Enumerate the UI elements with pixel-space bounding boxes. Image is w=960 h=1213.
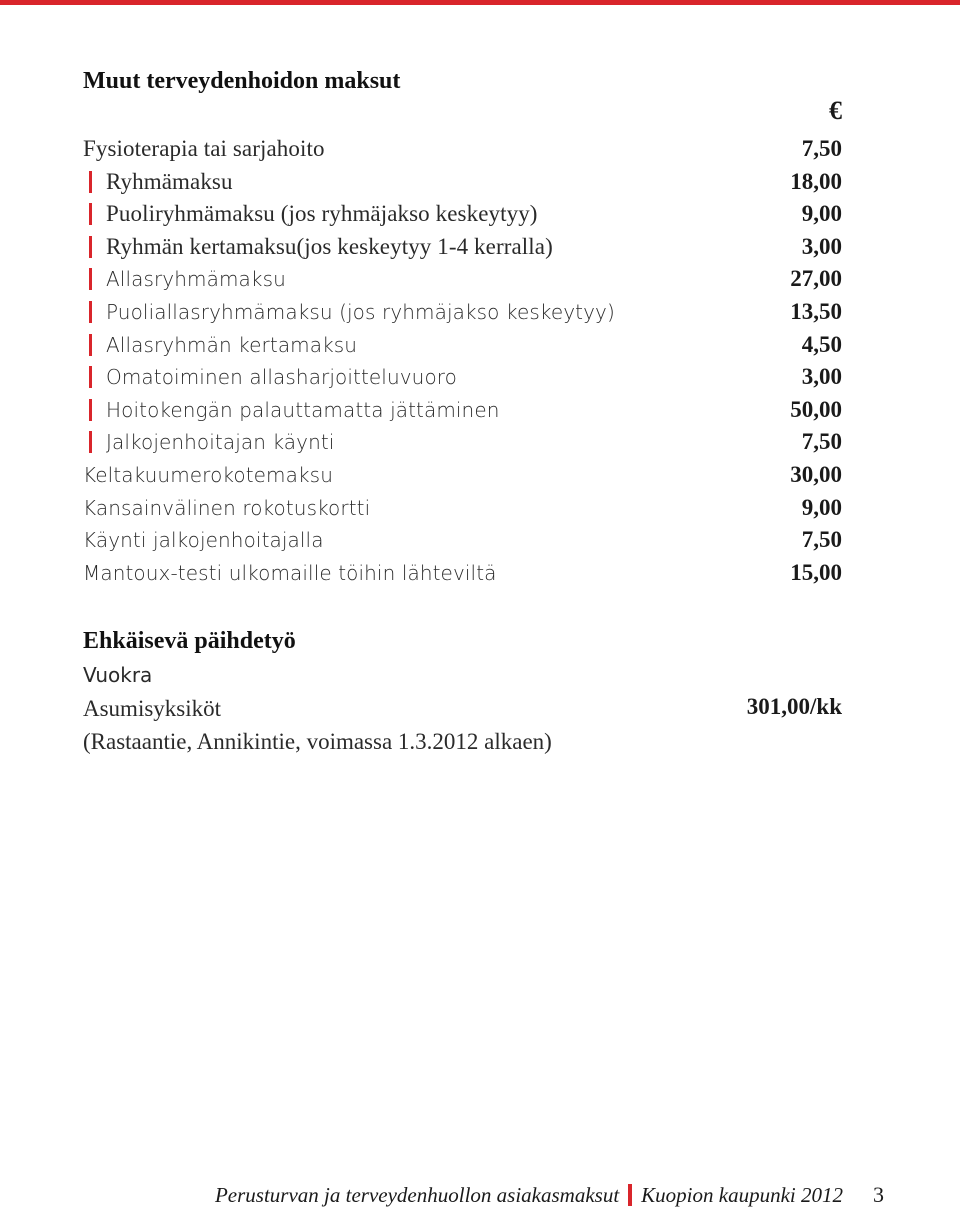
fee-label-text: Käynti jalkojenhoitajalla (83, 528, 324, 553)
fee-label-text: Keltakuumerokotemaksu (83, 463, 333, 487)
fee-label-text: Hoitokengän palauttamatta jättäminen (106, 397, 500, 422)
fee-label (83, 201, 538, 227)
section-title-other-fees: Muut terveydenhoidon maksut (83, 68, 401, 94)
fee-label (83, 267, 286, 291)
sub-item-marker (89, 268, 92, 290)
fee-label (83, 333, 357, 357)
fee-value: 15,00 (790, 559, 842, 585)
footer-divider (628, 1184, 632, 1206)
fee-value: 3,00 (801, 233, 842, 259)
fee-label (83, 430, 334, 454)
fee-value: 7,50 (801, 136, 842, 161)
fee-value: 27,00 (790, 266, 842, 292)
fee-value: 13,50 (790, 299, 842, 324)
fee-value: 3,00 (801, 364, 842, 390)
sub-item-marker (89, 203, 92, 225)
sub-item-marker (89, 366, 92, 388)
fee-label (83, 300, 615, 324)
fee-label-text: Mantoux-testi ulkomaille töihin lähteviltä (83, 560, 497, 585)
sub-item-marker (89, 171, 92, 193)
fee-label (83, 234, 553, 260)
sub-item-marker (89, 236, 92, 258)
footer-publication: Perusturvan ja terveydenhuollon asiakasmaksut (214, 1182, 620, 1207)
fee-label (83, 398, 500, 422)
housing-units-detail: (Rastaantie, Annikintie, voimassa 1.3.2012 alkaen) (83, 729, 552, 754)
section-title-prevention: Ehkäisevä päihdetyö (83, 628, 296, 654)
fee-row (83, 166, 842, 198)
fee-label (83, 136, 325, 162)
fee-row (83, 263, 842, 295)
fee-value: 7,50 (801, 527, 842, 553)
fee-label-text: Puoliallasryhmämaksu (jos ryhmäjakso keskeytyy) (106, 300, 615, 324)
sub-item-marker (89, 301, 92, 323)
fee-label-text: Puoliryhmämaksu (jos ryhmäjakso keskeytyy) (106, 201, 538, 227)
fee-label (83, 496, 370, 520)
footer-city: Kuopion kaupunki 2012 (641, 1182, 843, 1207)
currency-symbol: € (829, 96, 842, 125)
fee-label-text: Omatoiminen allasharjoitteluvuoro (106, 365, 458, 390)
fee-row (83, 524, 842, 556)
rent-label: Vuokra (83, 663, 153, 687)
fee-label-text: Fysioterapia tai sarjahoito (83, 136, 325, 161)
fee-row (83, 394, 842, 426)
fee-label-text: Jalkojenhoitajan käynti (106, 430, 335, 455)
housing-units-label: Asumisyksiköt (83, 696, 222, 721)
fee-row (83, 557, 842, 589)
fee-row (83, 329, 842, 361)
fee-row (83, 492, 842, 524)
housing-rent-value: 301,00/kk (746, 694, 842, 719)
fee-value: 18,00 (790, 168, 842, 194)
fee-label (83, 561, 497, 585)
fee-value: 50,00 (790, 396, 842, 422)
fee-value: 9,00 (801, 201, 842, 227)
fee-value: 30,00 (790, 462, 842, 487)
fee-row (83, 426, 842, 458)
page-footer (215, 1182, 884, 1208)
fee-label (83, 528, 324, 552)
top-accent-bar (0, 0, 960, 5)
fee-row (83, 296, 842, 328)
fee-label-text: Allasryhmän kertamaksu (106, 332, 358, 357)
fee-value: 7,50 (801, 429, 842, 455)
fee-row (83, 361, 842, 393)
fee-row (83, 459, 842, 491)
fee-label-text: Ryhmämaksu (106, 168, 233, 194)
fee-value: 4,50 (801, 331, 842, 357)
fee-label-text: Allasryhmämaksu (106, 267, 286, 292)
page-number: 3 (873, 1182, 884, 1207)
sub-item-marker (89, 334, 92, 356)
fee-row (83, 133, 842, 165)
fee-label (83, 463, 333, 487)
fee-row (83, 198, 842, 230)
fee-label-text: Ryhmän kertamaksu(jos keskeytyy 1-4 kerralla) (106, 233, 553, 259)
sub-item-marker (89, 431, 92, 453)
fee-row (83, 231, 842, 263)
sub-item-marker (89, 399, 92, 421)
fee-label (83, 365, 457, 389)
fee-label-text: Kansainvälinen rokotuskortti (83, 495, 371, 520)
fee-label (83, 169, 233, 195)
fee-value: 9,00 (801, 494, 842, 520)
